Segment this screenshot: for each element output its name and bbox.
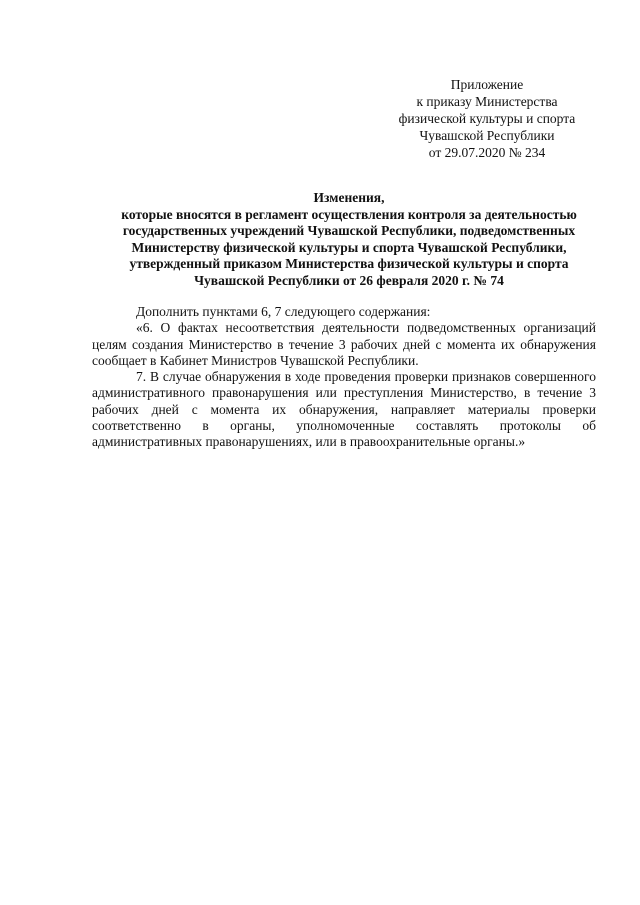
document-title bbox=[90, 190, 608, 289]
item-6-paragraph: «6. О фактах несоответствия деятельности подведомственных организаций целям создания Министерство в течение 3 рабочих дней с момента их обнаружения сообщает в Кабинет Министров Чувашской Республики. bbox=[92, 320, 596, 368]
title-line: которые вносятся в регламент осуществления контроля за деятельностью bbox=[121, 206, 577, 222]
title-line: Министерству физической культуры и спорта Чувашской Республики, bbox=[131, 239, 567, 255]
title-line: государственных учреждений Чувашской Республики, подведомственных bbox=[122, 223, 576, 238]
appendix-date-number: от 29.07.2020 № 234 bbox=[428, 145, 546, 160]
appendix-line: Чувашской Республики bbox=[419, 128, 555, 143]
appendix-line: физической культуры и спорта bbox=[398, 111, 576, 126]
intro-paragraph: Дополнить пунктами 6, 7 следующего содержания: bbox=[136, 304, 431, 319]
title-heading: Изменения, bbox=[313, 190, 385, 205]
title-line: утвержденный приказом Министерства физической культуры и спорта bbox=[129, 256, 569, 271]
appendix-header bbox=[380, 76, 594, 161]
appendix-line: Приложение bbox=[450, 77, 524, 92]
title-line: Чувашской Республики от 26 февраля 2020 г. № 74 bbox=[194, 272, 504, 288]
appendix-line: к приказу Министерства bbox=[416, 94, 558, 109]
item-7-paragraph: 7. В случае обнаружения в ходе проведения проверки признаков совершенного административного правонарушения или преступления Министерство, в течение 3 рабочих дней с момента их обнаружения, направляет материалы проверки соответственно в органы, уполномоченные составлять протоколы об административных правонарушениях, или в правоохранительные органы.» bbox=[92, 369, 596, 450]
document-body bbox=[92, 304, 596, 451]
